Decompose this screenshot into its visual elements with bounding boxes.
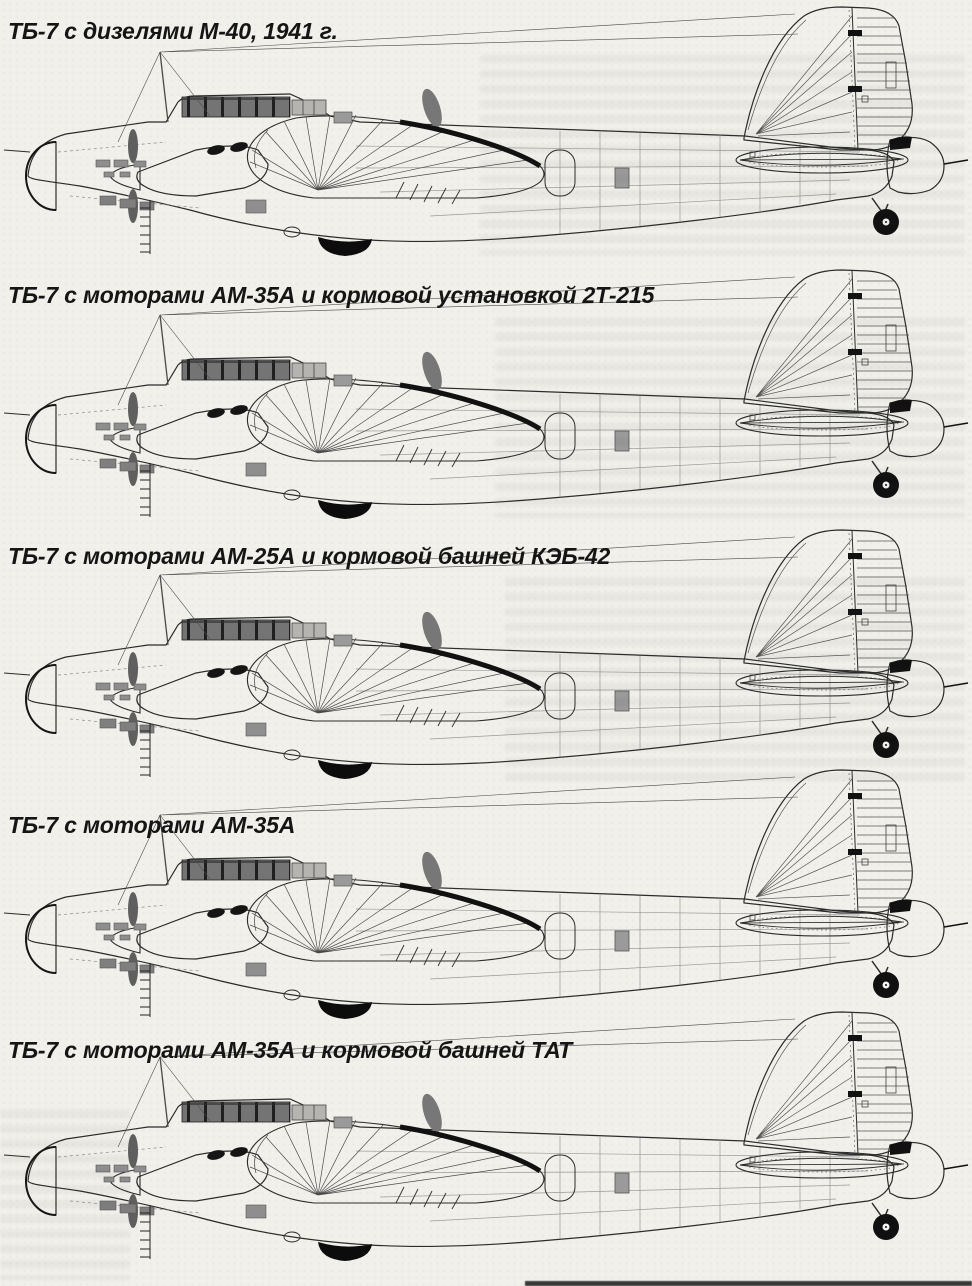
scan-edge-artifact [525,1281,972,1286]
figure-tb7-am35a-tat [0,1005,972,1262]
figure-caption: ТБ-7 с дизелями М-40, 1941 г. [8,18,338,44]
figure-tb7-am35a [0,763,972,1020]
figure-caption: ТБ-7 с моторами АМ-25А и кормовой башней КЭБ-42 [8,543,611,569]
figure-tb7-am25a-keb42 [0,523,972,780]
figure-caption: ТБ-7 с моторами АМ-35А [8,812,296,838]
figure-caption: ТБ-7 с моторами АМ-35А и кормовой башней ТАТ [8,1037,572,1063]
aircraft-drawing [0,763,972,1020]
figure-tb7-m40 [0,0,972,257]
figure-caption: ТБ-7 с моторами АМ-35А и кормовой установкой 2Т-215 [8,282,655,308]
figure-tb7-am35a-2t215 [0,263,972,520]
